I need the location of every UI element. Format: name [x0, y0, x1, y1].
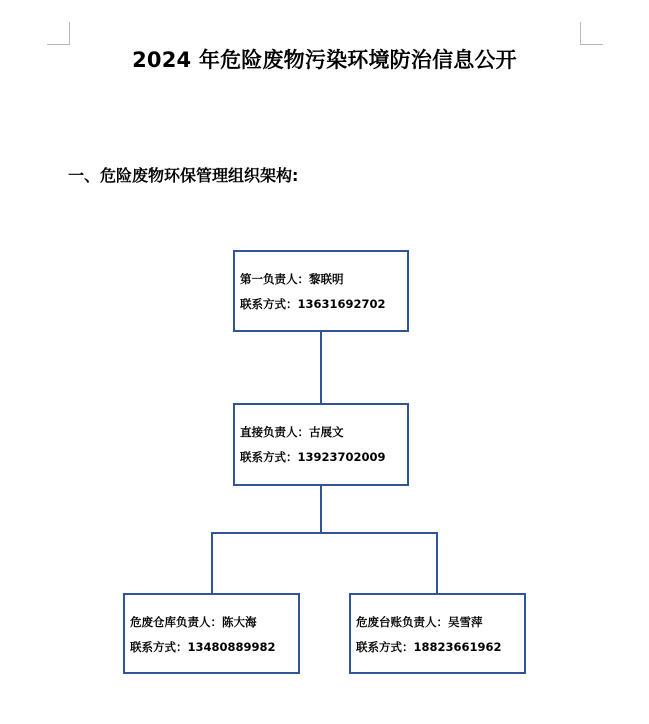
org-box-warehouse-responsible	[123, 593, 300, 674]
page-corner-mark-top-left	[47, 22, 70, 45]
warehouse-responsible-name: 危废仓库负责人：陈大海	[130, 615, 257, 629]
page-corner-mark-top-right	[580, 22, 603, 45]
first-responsible-name: 第一负责人：黎联明	[240, 272, 344, 286]
ledger-responsible-name: 危废台账负责人：吴雪萍	[356, 615, 483, 629]
connector-first-to-direct	[320, 332, 322, 403]
first-responsible-phone: 联系方式：13631692702	[240, 297, 386, 311]
org-box-ledger-responsible	[349, 593, 526, 674]
connector-to-ledger	[436, 532, 438, 593]
warehouse-responsible-phone: 联系方式：13480889982	[130, 640, 276, 654]
document-title: 2024 年危险废物污染环境防治信息公开	[132, 48, 517, 72]
connector-direct-down	[320, 486, 322, 533]
ledger-responsible-phone: 联系方式：18823661962	[356, 640, 502, 654]
connector-horizontal-branch	[211, 532, 438, 534]
direct-responsible-name: 直接负责人：古展文	[240, 425, 344, 439]
direct-responsible-phone: 联系方式：13923702009	[240, 450, 386, 464]
section-heading: 一、危险废物环保管理组织架构:	[68, 166, 299, 185]
connector-to-warehouse	[211, 532, 213, 593]
org-box-first-responsible	[233, 250, 409, 332]
org-box-direct-responsible	[233, 403, 409, 486]
